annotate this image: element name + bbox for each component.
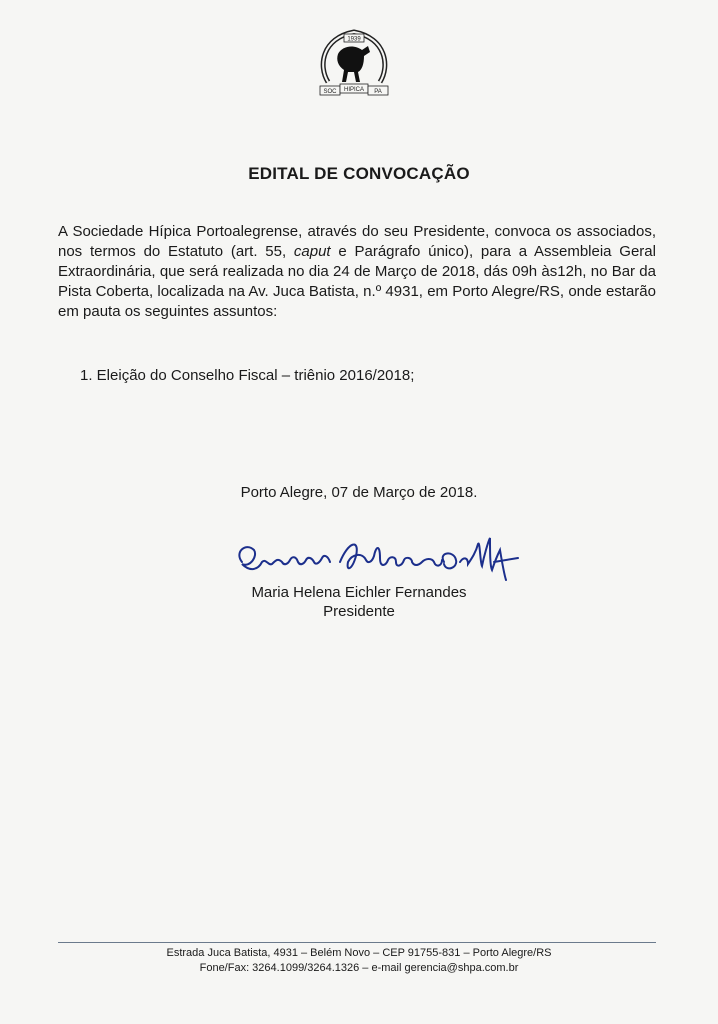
place-date: Porto Alegre, 07 de Março de 2018. xyxy=(240,484,478,501)
logo-left-text: SOC xyxy=(323,89,337,95)
body-text-part-1: A Sociedade Hípica Portoalegrense, através do seu Presidente, convoca os associados, nos termos do Estatuto (art. 55, xyxy=(58,223,656,260)
footer-divider xyxy=(58,942,656,943)
footer-address: Estrada Juca Batista, 4931 – Belém Novo – CEP 91755-831 – Porto Alegre/RS xyxy=(166,947,552,959)
body-paragraph xyxy=(58,222,656,322)
agenda-list xyxy=(80,366,640,386)
logo-right-text: PA xyxy=(374,89,382,95)
agenda-item: 1. Eleição do Conselho Fiscal – triênio 2016/2018; xyxy=(80,367,415,384)
handwritten-signature xyxy=(228,532,520,586)
logo-year: 1939 xyxy=(347,36,361,43)
horseshoe-horse-logo xyxy=(314,26,394,100)
body-text-part-2: e Parágrafo único), para a Assembleia Geral Extraordinária, que será realizada no dia 24 de Março de 2018, dás 09h às12h, no Bar da Pista Coberta, localizada na Av. Juca Batista, n.º 4931, em Porto Alegre/RS, onde estarão em pauta os seguintes assuntos: xyxy=(58,243,656,320)
body-caput: caput xyxy=(293,243,331,260)
footer xyxy=(0,946,718,976)
footer-contact: Fone/Fax: 3264.1099/3264.1326 – e-mail gerencia@shpa.com.br xyxy=(199,962,519,974)
document-title: EDITAL DE CONVOCAÇÃO xyxy=(248,164,470,183)
signer-role: Presidente xyxy=(323,603,395,620)
logo-center-text: HIPICA xyxy=(343,87,365,93)
signer-name: Maria Helena Eichler Fernandes xyxy=(251,584,467,601)
